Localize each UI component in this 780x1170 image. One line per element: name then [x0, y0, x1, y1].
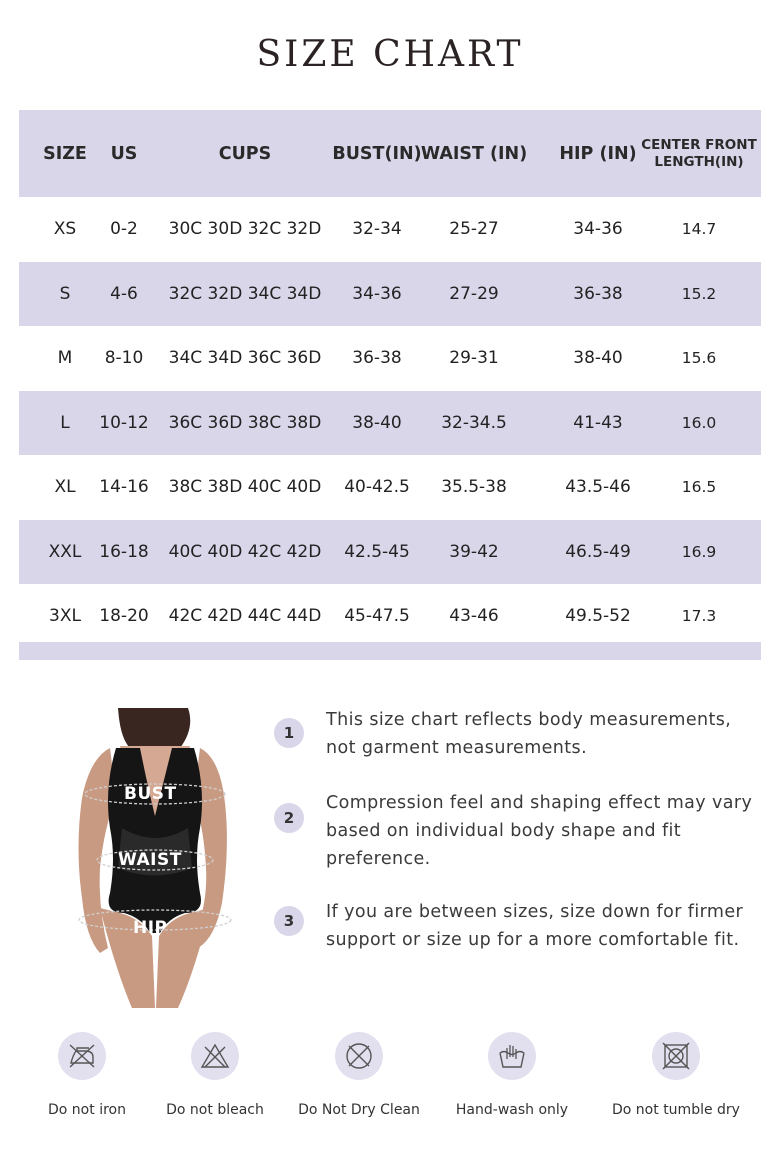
cell-waist: 39-42	[449, 541, 499, 562]
cell-us: 18-20	[99, 606, 149, 627]
note-text: If you are between sizes, size down for firmer support or size up for a more comfortable fit.	[326, 902, 744, 950]
header-us: US	[110, 143, 138, 164]
no-iron-icon	[58, 1032, 106, 1080]
cell-size: S	[59, 283, 71, 304]
cell-us: 16-18	[99, 541, 149, 562]
size-table	[19, 110, 761, 649]
header-size: SIZE	[43, 143, 87, 164]
cell-center-front-length: 17.3	[681, 607, 717, 626]
cell-hip: 41-43	[573, 412, 623, 433]
header-hip: HIP (IN)	[559, 143, 637, 164]
table-row	[19, 391, 761, 456]
page-title: SIZE CHART	[256, 34, 524, 75]
cell-waist: 43-46	[449, 606, 499, 627]
cell-us: 4-6	[110, 283, 138, 304]
cell-us: 10-12	[99, 412, 149, 433]
cell-cups: 36C 36D 38C 38D	[168, 412, 322, 433]
cell-waist: 27-29	[449, 283, 499, 304]
cell-size: M	[57, 348, 73, 369]
cell-waist: 32-34.5	[441, 412, 507, 433]
cell-bust: 40-42.5	[344, 477, 410, 498]
cell-hip: 36-38	[573, 283, 623, 304]
cell-size: L	[60, 412, 70, 433]
care-label: Do not tumble dry	[612, 1102, 740, 1118]
cell-bust: 36-38	[352, 348, 402, 369]
cell-cups: 42C 42D 44C 44D	[168, 606, 322, 627]
care-item-no-iron	[17, 1032, 157, 1142]
cell-center-front-length: 14.7	[681, 220, 717, 239]
bodysuit-model-figure	[60, 708, 250, 1008]
cell-hip: 34-36	[573, 219, 623, 240]
care-item-no-tumble-dry	[606, 1032, 746, 1142]
cell-us: 8-10	[104, 348, 144, 369]
note-text: This size chart reflects body measurements, not garment measurements.	[326, 710, 732, 758]
note-text: Compression feel and shaping effect may vary based on individual body shape and fit preference.	[326, 793, 753, 869]
cell-bust: 38-40	[352, 412, 402, 433]
header-bust: BUST(IN)	[332, 143, 422, 164]
hand-wash-icon	[488, 1032, 536, 1080]
header-center-front-length: CENTER FRONT LENGTH(IN)	[641, 136, 757, 170]
no-tumble-dry-icon	[652, 1032, 700, 1080]
care-label: Do not bleach	[166, 1102, 264, 1118]
cell-cups: 32C 32D 34C 34D	[168, 283, 322, 304]
note-2	[272, 789, 752, 879]
note-number-badge: 1	[274, 718, 304, 748]
no-dry-clean-icon	[335, 1032, 383, 1080]
no-bleach-icon	[191, 1032, 239, 1080]
cell-size: XS	[53, 219, 77, 240]
cell-cups: 40C 40D 42C 42D	[168, 541, 322, 562]
table-row	[19, 584, 761, 649]
cell-center-front-length: 15.6	[681, 349, 717, 368]
note-3	[272, 898, 752, 988]
cell-waist: 35.5-38	[441, 477, 507, 498]
care-label: Do Not Dry Clean	[298, 1102, 420, 1118]
cell-waist: 29-31	[449, 348, 499, 369]
cell-cups: 38C 38D 40C 40D	[168, 477, 322, 498]
cell-center-front-length: 16.0	[681, 413, 717, 432]
cell-size: XL	[54, 477, 76, 498]
header-waist: WAIST (IN)	[420, 143, 528, 164]
hip-label: HIP	[133, 918, 168, 938]
cell-hip: 49.5-52	[565, 606, 631, 627]
table-row	[19, 262, 761, 327]
cell-size: XXL	[48, 541, 82, 562]
cell-hip: 38-40	[573, 348, 623, 369]
cell-us: 14-16	[99, 477, 149, 498]
table-header-row	[19, 110, 761, 197]
care-label: Hand-wash only	[455, 1102, 569, 1118]
cell-us: 0-2	[110, 219, 138, 240]
note-number-badge: 3	[274, 906, 304, 936]
cell-center-front-length: 16.5	[681, 478, 717, 497]
header-cups: CUPS	[218, 143, 272, 164]
cell-hip: 43.5-46	[565, 477, 631, 498]
cell-bust: 32-34	[352, 219, 402, 240]
cell-cups: 34C 34D 36C 36D	[168, 348, 322, 369]
table-row	[19, 520, 761, 585]
cell-hip: 46.5-49	[565, 541, 631, 562]
table-row	[19, 326, 761, 391]
note-number-badge: 2	[274, 803, 304, 833]
cell-center-front-length: 16.9	[681, 542, 717, 561]
waist-label: WAIST	[118, 850, 182, 870]
cell-cups: 30C 30D 32C 32D	[168, 219, 322, 240]
table-footer-bar	[19, 642, 761, 660]
bust-label: BUST	[124, 784, 177, 804]
cell-center-front-length: 15.2	[681, 284, 717, 303]
care-item-hand-wash	[442, 1032, 582, 1142]
cell-waist: 25-27	[449, 219, 499, 240]
care-item-no-bleach	[145, 1032, 285, 1142]
table-body	[19, 197, 761, 649]
cell-size: 3XL	[49, 606, 81, 627]
care-item-no-dry-clean	[289, 1032, 429, 1142]
care-label: Do not iron	[48, 1102, 126, 1118]
table-row	[19, 197, 761, 262]
note-1	[272, 706, 752, 766]
table-row	[19, 455, 761, 520]
cell-bust: 34-36	[352, 283, 402, 304]
cell-bust: 42.5-45	[344, 541, 410, 562]
cell-bust: 45-47.5	[344, 606, 410, 627]
